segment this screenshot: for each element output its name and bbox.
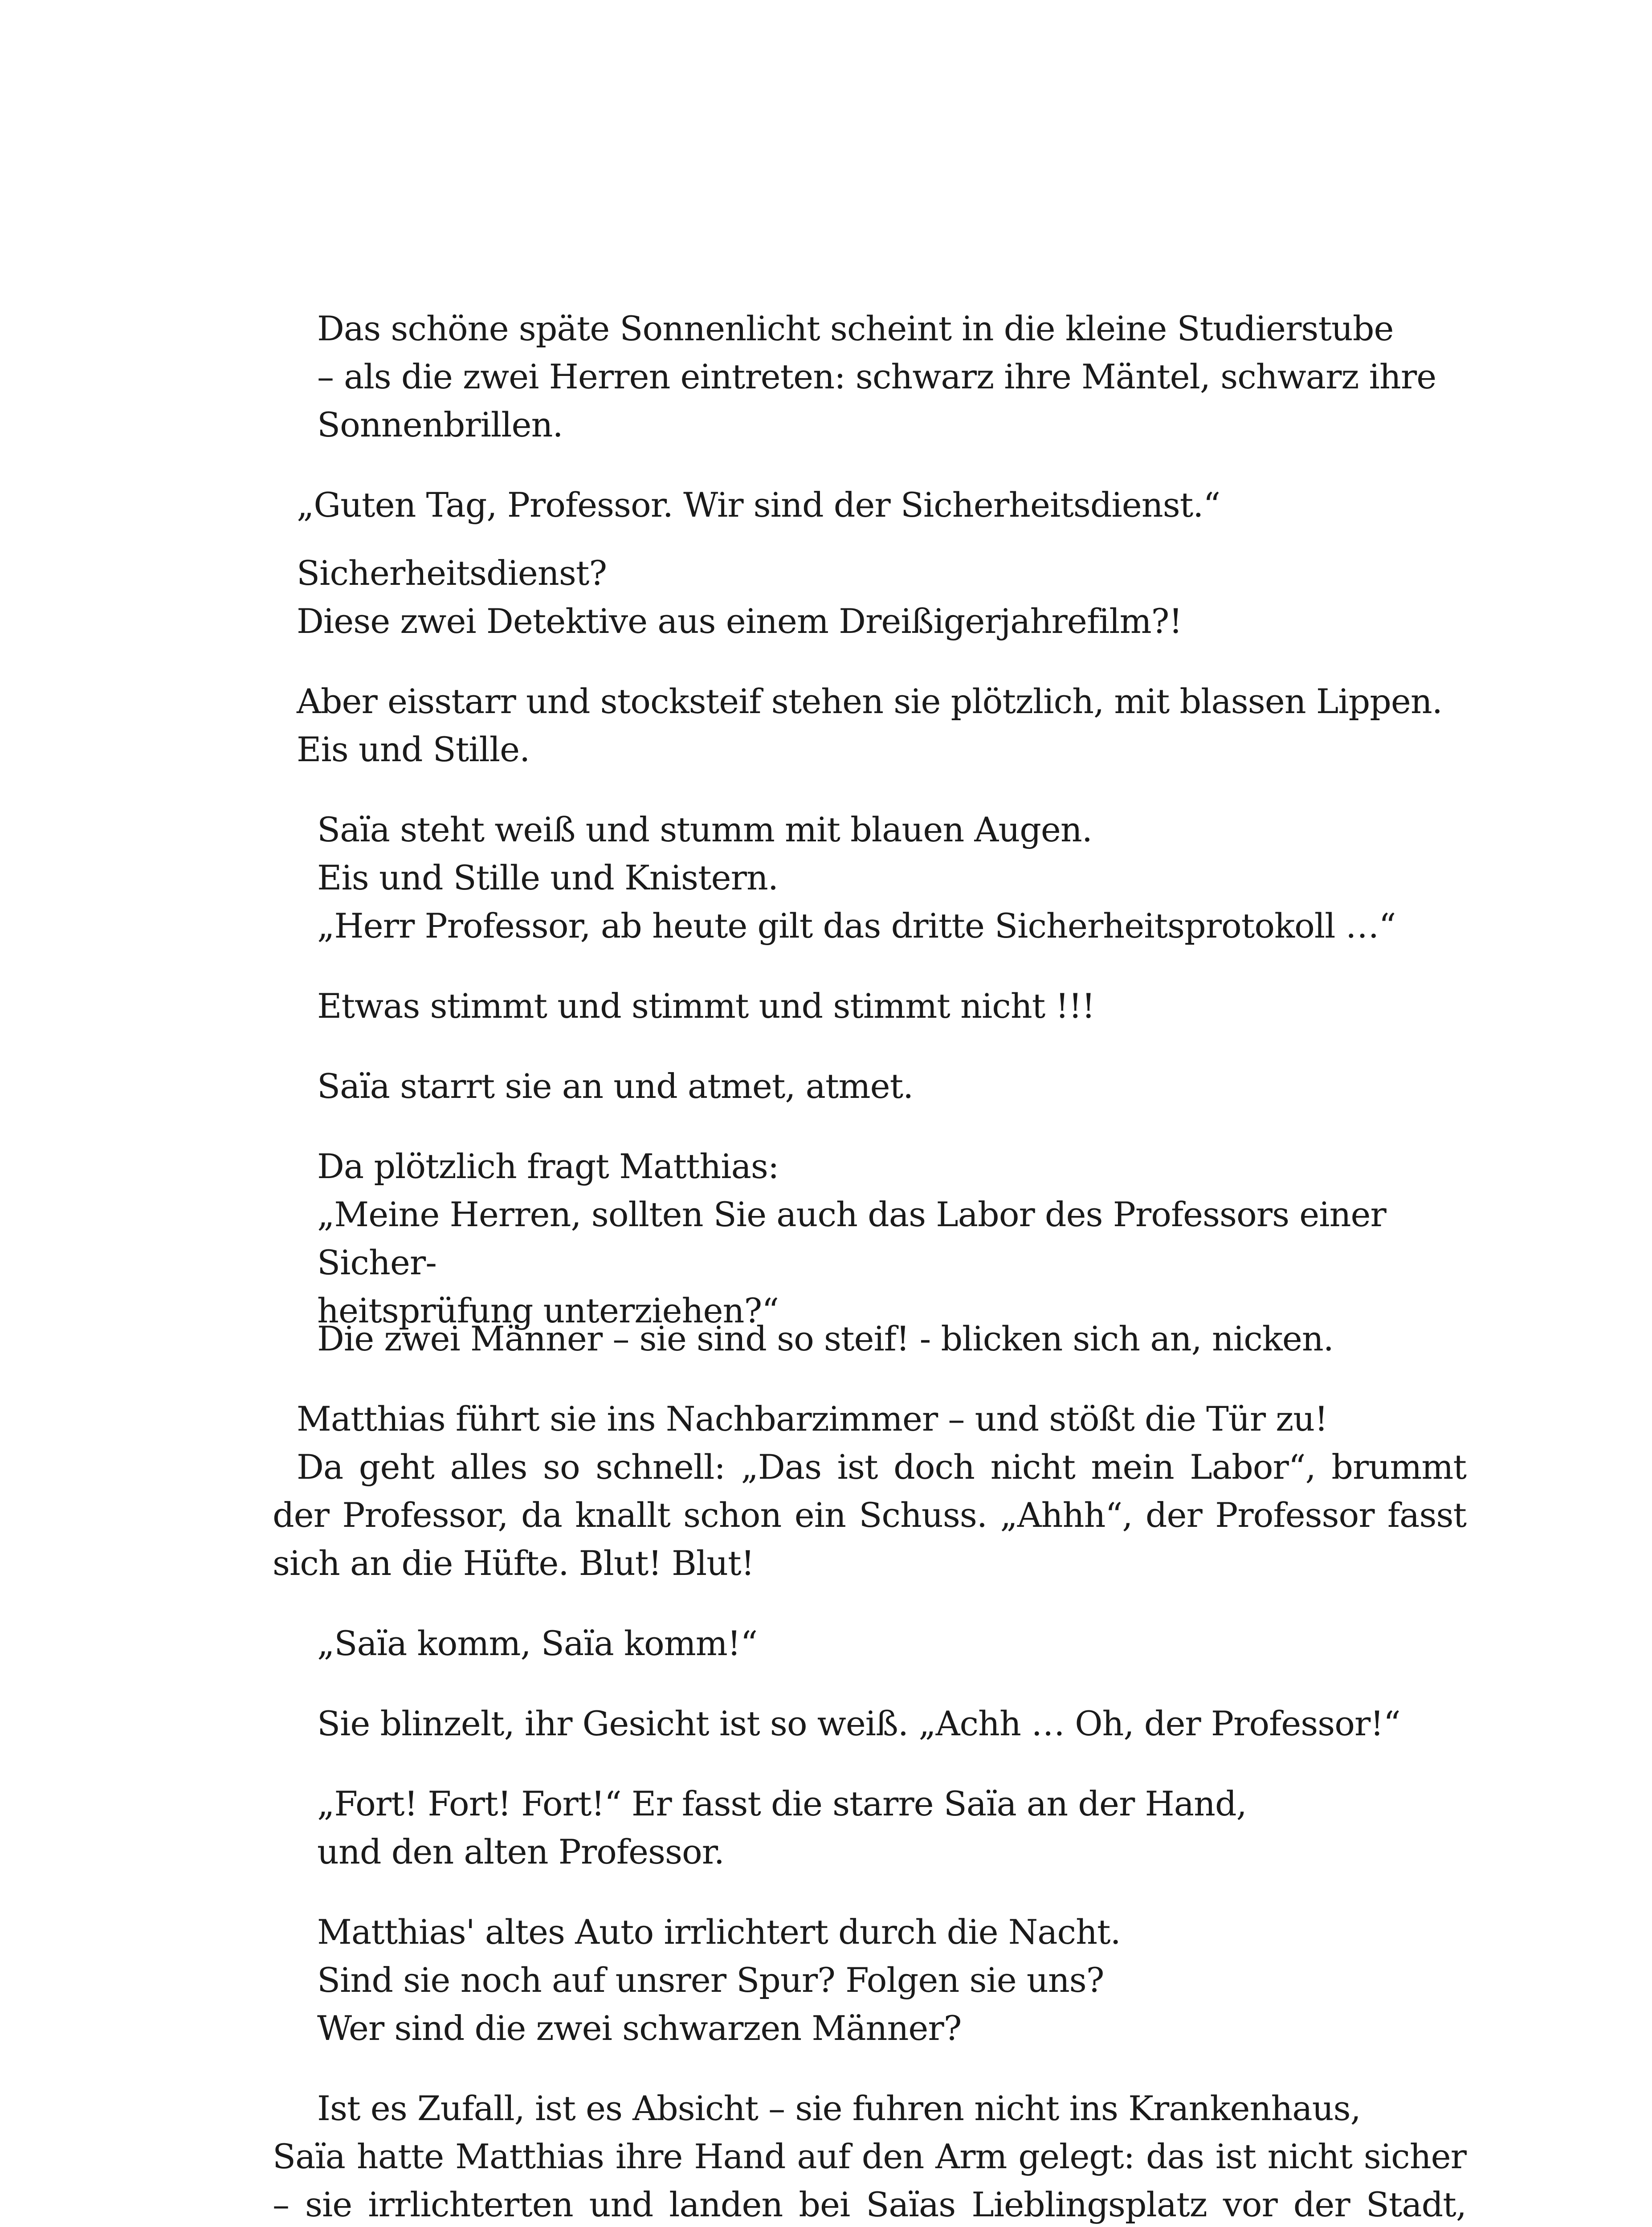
paragraph-sunlight: Das schöne späte Sonnenlicht scheint in die kleine Studierstube – als die zwei Herren eintreten: schwarz ihre Mäntel, schwarz ihre Sonnenbrillen.	[317, 309, 1436, 445]
paragraph-saia-stands: Saïa steht weiß und stumm mit blauen Augen. Eis und Stille und Knistern. „Herr Professor, ab heute gilt das dritte Sicherheitsprotokoll …“	[317, 810, 1396, 946]
paragraph-coincidence: Ist es Zufall, ist es Absicht – sie fuhren nicht ins Krankenhaus,	[317, 2088, 1361, 2128]
paragraph-two-men: Die zwei Männer – sie sind so steif! - blicken sich an, nicken.	[317, 1319, 1334, 1358]
paragraph-she-blinks: Sie blinzelt, ihr Gesicht ist so weiß. „Achh … Oh, der Professor!“	[317, 1704, 1400, 1743]
paragraph-saia-breathes: Saïa starrt sie an und atmet, atmet.	[317, 1066, 914, 1106]
paragraph-away: „Fort! Fort! Fort!“ Er fasst die starre Saïa an der Hand, und den alten Professor.	[317, 1784, 1247, 1872]
paragraph-greeting: „Guten Tag, Professor. Wir sind der Sicherheitsdienst.“	[297, 485, 1220, 525]
paragraph-next-room: Matthias führt sie ins Nachbarzimmer – und stößt die Tür zu!	[297, 1399, 1328, 1439]
paragraph-something-wrong: Etwas stimmt und stimmt und stimmt nicht !!!	[317, 986, 1095, 1026]
paragraph-saia-come: „Saïa komm, Saïa komm!“	[317, 1623, 758, 1663]
paragraph-frozen: Aber eisstarr und stocksteif stehen sie plötzlich, mit blassen Lippen. Eis und Stille.	[297, 681, 1443, 769]
paragraph-favorite-place: Saïa hatte Matthias ihre Hand auf den Arm gelegt: das ist nicht sicher – sie irrlichterten und landen bei Saïas Lieblingsplatz vor der Stadt,	[273, 2137, 1466, 2224]
paragraph-shot: Da geht alles so schnell: „Das ist doch nicht mein Labor“, brummt der Professor, da knallt schon ein Schuss. „Ahhh“, der Professor fasst sich an die Hüfte. Blut! Blut!	[273, 1447, 1466, 1583]
paragraph-security-question: Sicherheitsdienst? Diese zwei Detektive aus einem Dreißigerjahrefilm?!	[297, 553, 1182, 641]
paragraph-matthias-asks: Da plötzlich fragt Matthias: „Meine Herren, sollten Sie auch das Labor des Professors einer Sicher- heitsprüfung unterziehen?“	[317, 1146, 1386, 1330]
paragraph-old-car: Matthias' altes Auto irrlichtert durch die Nacht. Sind sie noch auf unsrer Spur? Folgen sie uns? Wer sind die zwei schwarzen Männer?	[317, 1912, 1121, 2048]
